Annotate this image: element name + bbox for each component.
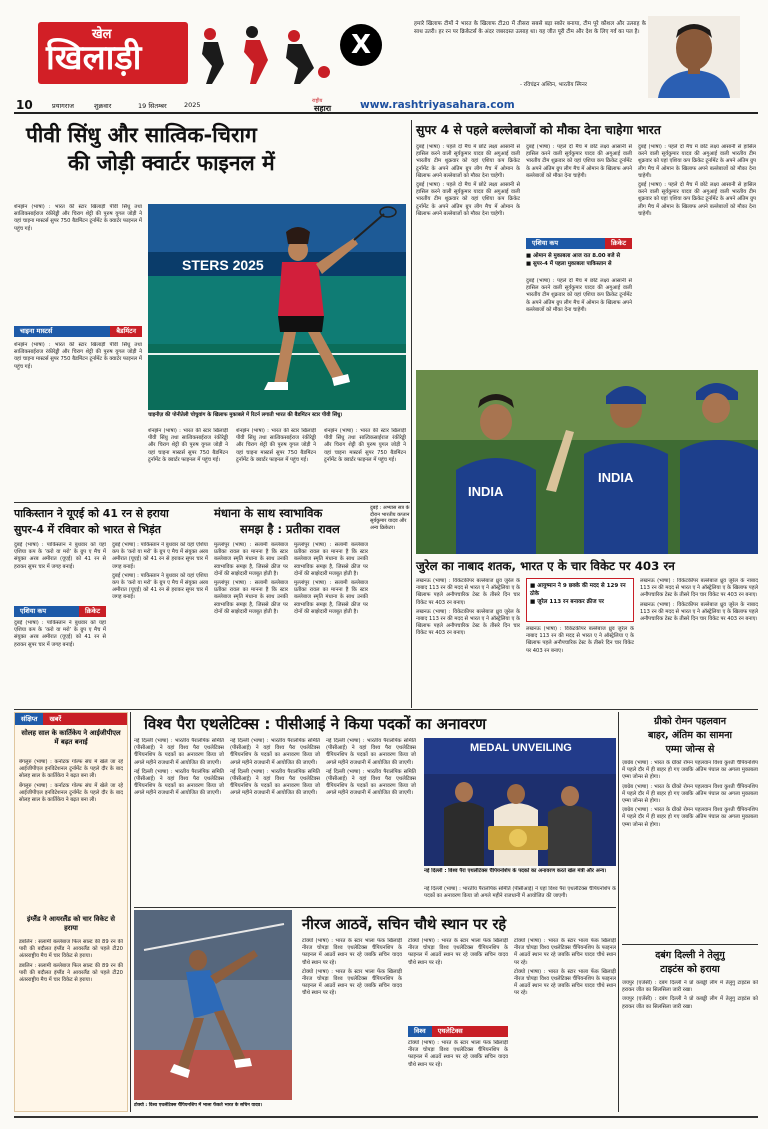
sindhu-intro: शेनझेन (भाषा) : भारत की स्टार खिलाड़ी पीवी सिंधु तथा सात्विकसाईराज रंकीरेड्डी और चिराग शेट्टी की पुरुष युगल जोड़ी ने यहां चाइना मास्टर्स सुपर 750 बैडमिंटन टूर्नामेंट के क्वार्टर फाइनल में पहुंच गई। bbox=[14, 204, 142, 232]
super4-headline: सुपर 4 से पहले बल्लेबाजों को मौका देना चाहेगा भारत bbox=[416, 123, 661, 137]
dabang-headline-1: दबंग दिल्ली ने तेलुगु bbox=[655, 950, 725, 961]
medal-unveil-title: MEDAL UNVEILING bbox=[470, 742, 572, 754]
rule-vertical-main bbox=[411, 120, 412, 708]
para-col-2 bbox=[230, 738, 320, 908]
rule-horizontal-3 bbox=[134, 907, 616, 908]
dabang-para-2: जयपुर (एजेंसी) : दबंग दिल्ली ने प्रो कबड्डी लीग में तेलुगु टाइटंस को हराकर जीत का सिलसिला जारी रखा। bbox=[622, 996, 758, 1010]
rule-horizontal-1 bbox=[14, 502, 410, 503]
super4-para-3: दुबई (भाषा) : पहले दो मैच में छोटे लक्ष्य आसानी से हासिल करने वाली सूर्यकुमार यादव की अगुआई वाली भारतीय टीम शुक्रवार को यहां एशिया कप क्रिकेट टूर्नामेंट के अपने अंतिम ग्रुप लीग मैच में ओमान के खिलाफ अपने बल्लेबाजों को मौका देना चाहेगी। bbox=[638, 144, 756, 179]
pak-headline-2: सुपर-4 में रविवार को भारत से भिड़ंत bbox=[14, 523, 161, 536]
neeraj-photo bbox=[134, 910, 292, 1100]
bullet-1: ■ ओमान से मुकाबला आज रात 8.00 बजे से bbox=[526, 253, 620, 259]
tag-asia-cup: एशिया कप bbox=[526, 238, 605, 249]
brand-small: खेल bbox=[92, 27, 112, 42]
story-mandhana bbox=[214, 504, 410, 708]
x-logo-icon: X bbox=[340, 24, 382, 66]
mandhana-headline-1: मंधाना के साथ स्वाभाविक bbox=[214, 506, 323, 520]
masthead bbox=[0, 0, 768, 98]
jurel-para-3b: लखनऊ (भाषा) : विकेटकीपर बल्लेबाज ध्रुव जुरेल के नाबाद 113 रन की मदद से भारत ए ने ऑस्ट्रेलिया ए के खिलाफ पहले अनौपचारिक टेस्ट के तीसरे दिन चार विकेट पर 403 रन बनाए। bbox=[640, 601, 758, 623]
ashwin-portrait bbox=[648, 16, 740, 98]
story-jurel bbox=[416, 556, 758, 708]
story-super4 bbox=[416, 118, 756, 368]
mandhana-para-1: मुल्लांपुर (भाषा) : सलामी बल्लेबाज प्रतीका रावल का मानना है कि स्टार बल्लेबाज स्मृति मंधाना के साथ उनकी स्वाभाविक समझ है, जिससे क्रीज पर दोनों की साझेदारी मजबूत होती है। bbox=[214, 542, 288, 577]
sindhu-col-1 bbox=[14, 342, 142, 502]
jurel-para-3: लखनऊ (भाषा) : विकेटकीपर बल्लेबाज ध्रुव जुरेल के नाबाद 113 रन की मदद से भारत ए ने ऑस्ट्रेलिया ए के खिलाफ पहले अनौपचारिक टेस्ट के तीसरे दिन चार विकेट पर 403 रन बनाए। bbox=[640, 578, 758, 599]
jurel-para-1b: लखनऊ (भाषा) : विकेटकीपर बल्लेबाज ध्रुव जुरेल के नाबाद 113 रन की मदद से भारत ए ने ऑस्ट्रेलिया ए के खिलाफ पहले अनौपचारिक टेस्ट के तीसरे दिन चार विकेट पर 403 रन बनाए। bbox=[416, 608, 520, 637]
medal-unveil-photo bbox=[424, 738, 616, 866]
neeraj-col-2 bbox=[408, 938, 508, 1022]
wrestling-headline-3: एम्मा जोन्स से bbox=[665, 744, 715, 755]
para-col-1 bbox=[134, 738, 224, 908]
story-neeraj bbox=[134, 910, 616, 1112]
super4-para-3b: दुबई (भाषा) : पहले दो मैच में छोटे लक्ष्य आसानी से हासिल करने वाली सूर्यकुमार यादव की अगुआई वाली भारतीय टीम शुक्रवार को यहां एशिया कप क्रिकेट टूर्नामेंट के अपने अंतिम ग्रुप लीग मैच में ओमान के खिलाफ अपने बल्लेबाजों को मौका देना चाहेगी। bbox=[638, 182, 756, 217]
jurel-bullets bbox=[526, 578, 634, 622]
neeraj-caption: टोक्यो : विश्व एथलेटिक्स चैंपियनशिप में भाला फेंकते भारत के सचिन यादव। bbox=[134, 1103, 262, 1108]
quote-attribution: - रविचंद्रन अश्विन, भारतीय स्पिनर bbox=[520, 82, 587, 88]
super4-col-3 bbox=[638, 144, 756, 368]
sports-silhouettes bbox=[190, 24, 335, 86]
tag-athletics: एथलेटिक्स bbox=[432, 1026, 508, 1037]
neeraj-para-3: टोक्यो (भाषा) : भारत के स्टार भाला फेंक खिलाड़ी नीरज चोपड़ा विश्व एथलेटिक्स चैंपियनशिप के फाइनल में आठवें स्थान पर रहे जबकि सचिन यादव चौथे स्थान पर रहे। bbox=[514, 938, 616, 966]
wrestling-headline-1: ग्रीको रोमन पहलवान bbox=[653, 716, 727, 727]
wrestling-body bbox=[622, 760, 758, 944]
para-caption: नई दिल्ली : विश्व पैरा एथलेटिक्स चैंपियनशिप के पदकों का अनावरण करते खेल मंत्री और अन्य। bbox=[424, 868, 607, 874]
para-para-3: नई दिल्ली (भाषा) : भारतीय पैरालंपिक समिति (पीसीआई) ने यहां विश्व पैरा एथलेटिक्स चैंपियनशिप के पदकों का अनावरण किया जो अगले महीने राजधानी में आयोजित की जाएगी। bbox=[326, 738, 416, 766]
para-col-4 bbox=[424, 886, 616, 908]
bullet-2: ■ सुपर-4 में पहला मुकाबला पाकिस्तान से bbox=[526, 261, 612, 267]
tag-asia-cup-2: एशिया कप bbox=[14, 606, 79, 617]
sindhu-col-3 bbox=[236, 428, 316, 502]
sindhu-para-3: शेनझेन (भाषा) : भारत की स्टार खिलाड़ी पीवी सिंधु तथा सात्विकसाईराज रंकीरेड्डी और चिराग शेट्टी की पुरुष युगल जोड़ी ने यहां चाइना मास्टर्स सुपर 750 बैडमिंटन टूर्नामेंट के क्वार्टर फाइनल में पहुंच गई। bbox=[236, 428, 316, 463]
jurel-bullet-1: ■ आयुष्मान ने 9 छक्के की मदद से 129 रन ठोके bbox=[530, 583, 626, 597]
super4-tag bbox=[526, 238, 632, 249]
para-para-1: नई दिल्ली (भाषा) : भारतीय पैरालंपिक समिति (पीसीआई) ने यहां विश्व पैरा एथलेटिक्स चैंपियनशिप के पदकों का अनावरण किया जो अगले महीने राजधानी में आयोजित की जाएगी। bbox=[134, 738, 224, 766]
tag-cricket: क्रिकेट bbox=[605, 238, 632, 249]
para-para-1b: नई दिल्ली (भाषा) : भारतीय पैरालंपिक समिति (पीसीआई) ने यहां विश्व पैरा एथलेटिक्स चैंपियनशिप के पदकों का अनावरण किया जो अगले महीने राजधानी में आयोजित की जाएगी। bbox=[134, 768, 224, 797]
para-para-4: नई दिल्ली (भाषा) : भारतीय पैरालंपिक समिति (पीसीआई) ने यहां विश्व पैरा एथलेटिक्स चैंपियनशिप के पदकों का अनावरण किया जो अगले महीने राजधानी में आयोजित की जाएगी। bbox=[424, 886, 616, 900]
para-para-3b: नई दिल्ली (भाषा) : भारतीय पैरालंपिक समिति (पीसीआई) ने यहां विश्व पैरा एथलेटिक्स चैंपियनशिप के पदकों का अनावरण किया जो अगले महीने राजधानी में आयोजित की जाएगी। bbox=[326, 768, 416, 797]
pak-col-1b bbox=[14, 620, 106, 708]
wrestling-para-3: ज़ाग्रेब (भाषा) : भारत के ग्रीको रोमन पहलवान विश्व कुश्ती चैंपियनशिप में पहले दौर में ही बाहर हो गए जबकि अंतिम पंघाल का अगला मुकाबला एम्मा जोन्स से होगा। bbox=[622, 807, 758, 828]
neeraj-tag bbox=[408, 1026, 508, 1037]
pak-para-1: दुबई (भाषा) : पाकिस्तान ने बुधवार को यहां एशिया कप के ‘करो या मरो’ के ग्रुप ए मैच में संयुक्त अरब अमीरात (यूएई) को 41 रन से हराकर सुपर चार में जगह बनाई। bbox=[14, 542, 106, 570]
para-headline: विश्व पैरा एथलेटिक्स : पीसीआई ने किया पदकों का अनावरण bbox=[144, 715, 487, 733]
brief-body-1 bbox=[19, 759, 123, 909]
page-number: 10 bbox=[16, 98, 33, 112]
brief-news bbox=[14, 712, 128, 1112]
svg-text:INDIA: INDIA bbox=[468, 484, 504, 499]
svg-text:STERS 2025: STERS 2025 bbox=[182, 257, 264, 273]
dabang-body bbox=[622, 980, 758, 1112]
pak-tag bbox=[14, 606, 106, 617]
neeraj-col-2b bbox=[408, 1040, 508, 1112]
website-url[interactable]: www.rashtriyasahara.com bbox=[360, 99, 515, 111]
pak-headline-1: पाकिस्तान ने यूएई को 41 रन से हराया bbox=[14, 507, 169, 520]
brief-para-2b: डबलिन : सलामी बल्लेबाज फिल साल्ट की 89 रन की पारी की बदौलत इंग्लैंड ने आयरलैंड को पहले टी20 अंतरराष्ट्रीय मैच में चार विकेट से हराया। bbox=[19, 962, 123, 984]
rule-vertical-right bbox=[618, 712, 619, 1112]
super4-col-1 bbox=[416, 144, 520, 368]
story-sindhu bbox=[14, 118, 406, 502]
neeraj-headline: नीरज आठवें, सचिन चौथे स्थान पर रहे bbox=[302, 916, 507, 933]
jurel-col-2 bbox=[526, 626, 634, 708]
neeraj-para-2: टोक्यो (भाषा) : भारत के स्टार भाला फेंक खिलाड़ी नीरज चोपड़ा विश्व एथलेटिक्स चैंपियनशिप के फाइनल में आठवें स्थान पर रहे जबकि सचिन यादव चौथे स्थान पर रहे। bbox=[408, 938, 508, 966]
cricket-side-caption: दुबई : अभ्यास सत्र के दौरान भारतीय कप्तान सूर्यकुमार यादव और अन्य क्रिकेटर। bbox=[370, 505, 410, 531]
brief-para-2: डबलिन : सलामी बल्लेबाज फिल साल्ट की 89 रन की पारी की बदौलत इंग्लैंड ने आयरलैंड को पहले टी20 अंतरराष्ट्रीय मैच में चार विकेट से हराया। bbox=[19, 939, 123, 960]
super4-para-1: दुबई (भाषा) : पहले दो मैच में छोटे लक्ष्य आसानी से हासिल करने वाली सूर्यकुमार यादव की अगुआई वाली भारतीय टीम शुक्रवार को यहां एशिया कप क्रिकेट टूर्नामेंट के अपने अंतिम ग्रुप लीग मैच में ओमान के खिलाफ अपने बल्लेबाजों को मौका देना चाहेगी। bbox=[416, 144, 520, 179]
super4-para-1b: दुबई (भाषा) : पहले दो मैच में छोटे लक्ष्य आसानी से हासिल करने वाली सूर्यकुमार यादव की अगुआई वाली भारतीय टीम शुक्रवार को यहां एशिया कप क्रिकेट टूर्नामेंट के अपने अंतिम ग्रुप लीग मैच में ओमान के खिलाफ अपने बल्लेबाजों को मौका देना चाहेगी। bbox=[416, 182, 520, 217]
neeraj-para-3b: टोक्यो (भाषा) : भारत के स्टार भाला फेंक खिलाड़ी नीरज चोपड़ा विश्व एथलेटिक्स चैंपियनशिप के फाइनल में आठवें स्थान पर रहे जबकि सचिन यादव चौथे स्थान पर रहे। bbox=[514, 968, 616, 997]
sindhu-para-4: शेनझेन (भाषा) : भारत की स्टार खिलाड़ी पीवी सिंधु तथा सात्विकसाईराज रंकीरेड्डी और चिराग शेट्टी की पुरुष युगल जोड़ी ने यहां चाइना मास्टर्स सुपर 750 बैडमिंटन टूर्नामेंट के क्वार्टर फाइनल में पहुंच गई। bbox=[324, 428, 406, 463]
jurel-bullet-2: ■ जुरेल 113 रन बनाकर क्रीज पर bbox=[530, 599, 604, 605]
sindhu-caption: चाइनीज़ की पोनीतेली चोचुवांग के खिलाफ मुकाबले में रिटर्न लगाती भारत की बैडमिंटन स्टार पीवी सिंधु। bbox=[148, 412, 343, 418]
rule-horizontal-2 bbox=[14, 709, 758, 710]
quote-text: हमारे खिलाफ टीमों ने भारत के खिलाफ टी20 में तीसरा सबसे बड़ा स्कोर बनाया, टीम पूरे कौशल और उत्साह के साथ उतरी। हर रन पर क्रिकेटर्स के अंदर जबरदस्त उत्साह था। यह जीत पूरी टीम और देश के लिए गर्व का पल है। bbox=[414, 21, 646, 35]
rule-bottom bbox=[14, 1116, 758, 1118]
brand-block bbox=[38, 22, 188, 84]
day: शुक्रवार bbox=[94, 102, 112, 110]
jurel-para-1: लखनऊ (भाषा) : विकेटकीपर बल्लेबाज ध्रुव जुरेल के नाबाद 113 रन की मदद से भारत ए ने ऑस्ट्रेलिया ए के खिलाफ पहले अनौपचारिक टेस्ट के तीसरे दिन चार विकेट पर 403 रन बनाए। bbox=[416, 578, 520, 606]
story-pakistan bbox=[14, 504, 208, 708]
dabang-para-1: जयपुर (एजेंसी) : दबंग दिल्ली ने प्रो कबड्डी लीग में तेलुगु टाइटंस को हराकर जीत का सिलसिला जारी रखा। bbox=[622, 980, 758, 994]
para-para-2b: नई दिल्ली (भाषा) : भारतीय पैरालंपिक समिति (पीसीआई) ने यहां विश्व पैरा एथलेटिक्स चैंपियनशिप के पदकों का अनावरण किया जो अगले महीने राजधानी में आयोजित की जाएगी। bbox=[230, 768, 320, 797]
neeraj-col-1 bbox=[302, 938, 402, 1112]
date: 19 सितम्बर bbox=[138, 102, 167, 110]
story-wrestling bbox=[622, 712, 758, 944]
sindhu-tag bbox=[14, 326, 142, 337]
brief-para-1: बेंगलुरु (भाषा) : कर्नाटक गोल्फ संघ में खेले जा रहे आईजीपीएल इनविटेशनल टूर्नामेंट के पहले दौर के बाद सोलह साल के कार्तिकेय ने बढ़त बना ली। bbox=[19, 759, 123, 780]
jurel-bullet-2-text: जुरेल 113 रन बनाकर क्रीज पर bbox=[537, 599, 604, 605]
bullet-2-text: सुपर-4 में पहला मुकाबला पाकिस्तान से bbox=[532, 261, 612, 267]
para-para-2: नई दिल्ली (भाषा) : भारतीय पैरालंपिक समिति (पीसीआई) ने यहां विश्व पैरा एथलेटिक्स चैंपियनशिप के पदकों का अनावरण किया जो अगले महीने राजधानी में आयोजित की जाएगी। bbox=[230, 738, 320, 766]
brief-label-left: संक्षिप्त bbox=[15, 713, 43, 725]
rule-horizontal-4 bbox=[622, 944, 758, 945]
mandhana-para-1b: मुल्लांपुर (भाषा) : सलामी बल्लेबाज प्रतीका रावल का मानना है कि स्टार बल्लेबाज स्मृति मंधाना के साथ उनकी स्वाभाविक समझ है, जिससे क्रीज पर दोनों की साझेदारी मजबूत होती है। bbox=[214, 580, 288, 615]
jurel-col-1 bbox=[416, 578, 520, 708]
year: 2025 bbox=[184, 101, 201, 109]
para-col-3 bbox=[326, 738, 416, 908]
rule-vertical-left bbox=[130, 712, 131, 1112]
cricket-practice-photo bbox=[416, 370, 758, 554]
sindhu-headline-2: की जोड़ी क्वार्टर फाइनल में bbox=[68, 151, 275, 175]
neeraj-para-2b: टोक्यो (भाषा) : भारत के स्टार भाला फेंक खिलाड़ी नीरज चोपड़ा विश्व एथलेटिक्स चैंपियनशिप के फाइनल में आठवें स्थान पर रहे जबकि सचिन यादव चौथे स्थान पर रहे। bbox=[408, 1040, 508, 1068]
mandhana-para-2: मुल्लांपुर (भाषा) : सलामी बल्लेबाज प्रतीका रावल का मानना है कि स्टार बल्लेबाज स्मृति मंधाना के साथ उनकी स्वाभाविक समझ है, जिससे क्रीज पर दोनों की साझेदारी मजबूत होती है। bbox=[294, 542, 368, 577]
sindhu-para-2: शेनझेन (भाषा) : भारत की स्टार खिलाड़ी पीवी सिंधु तथा सात्विकसाईराज रंकीरेड्डी और चिराग शेट्टी की पुरुष युगल जोड़ी ने यहां चाइना मास्टर्स सुपर 750 बैडमिंटन टूर्नामेंट के क्वार्टर फाइनल में पहुंच गई। bbox=[148, 428, 228, 463]
brief-label-right: खबरें bbox=[43, 713, 127, 725]
sindhu-headline-1: पीवी सिंधु और सात्विक-चिराग bbox=[26, 123, 257, 147]
sindhu-para: शेनझेन (भाषा) : भारत की स्टार खिलाड़ी पीवी सिंधु तथा सात्विकसाईराज रंकीरेड्डी और चिराग शेट्टी की पुरुष युगल जोड़ी ने यहां चाइना मास्टर्स सुपर 750 बैडमिंटन टूर्नामेंट के क्वार्टर फाइनल में पहुंच गई। bbox=[14, 342, 142, 370]
pak-para-2: दुबई (भाषा) : पाकिस्तान ने बुधवार को यहां एशिया कप के ‘करो या मरो’ के ग्रुप ए मैच में संयुक्त अरब अमीरात (यूएई) को 41 रन से हराकर सुपर चार में जगह बनाई। bbox=[112, 542, 208, 570]
super4-bullets bbox=[526, 252, 632, 268]
super4-col-2 bbox=[526, 144, 632, 236]
wrestling-headline-2: बाहर, अंतिम का सामना bbox=[647, 730, 733, 741]
brief-headline-2: इंग्लैंड ने आयरलैंड को चार विकेट से हराया bbox=[27, 915, 115, 932]
mandhana-col-2 bbox=[294, 542, 368, 708]
mandhana-col-1 bbox=[214, 542, 288, 708]
super4-col-2b bbox=[526, 278, 632, 368]
neeraj-para-1b: टोक्यो (भाषा) : भारत के स्टार भाला फेंक खिलाड़ी नीरज चोपड़ा विश्व एथलेटिक्स चैंपियनशिप के फाइनल में आठवें स्थान पर रहे जबकि सचिन यादव चौथे स्थान पर रहे। bbox=[302, 968, 402, 997]
dabang-headline-2: टाइटंस को हराया bbox=[660, 964, 720, 975]
brief-headline-1: सोलह साल के कार्तिकेय ने आईजीपीएल में बढ़त बनाई bbox=[21, 729, 121, 746]
super4-para-2b: दुबई (भाषा) : पहले दो मैच में छोटे लक्ष्य आसानी से हासिल करने वाली सूर्यकुमार यादव की अगुआई वाली भारतीय टीम शुक्रवार को यहां एशिया कप क्रिकेट टूर्नामेंट के अपने अंतिम ग्रुप लीग मैच में ओमान के खिलाफ अपने बल्लेबाजों को मौका देना चाहेगी। bbox=[526, 278, 632, 313]
brief-body-2 bbox=[19, 939, 123, 1109]
pak-para-1b: दुबई (भाषा) : पाकिस्तान ने बुधवार को यहां एशिया कप के ‘करो या मरो’ के ग्रुप ए मैच में संयुक्त अरब अमीरात (यूएई) को 41 रन से हराकर सुपर चार में जगह बनाई। bbox=[14, 620, 106, 648]
wrestling-para-2: ज़ाग्रेब (भाषा) : भारत के ग्रीको रोमन पहलवान विश्व कुश्ती चैंपियनशिप में पहले दौर में ही बाहर हो गए जबकि अंतिम पंघाल का अगला मुकाबला एम्मा जोन्स से होगा। bbox=[622, 783, 758, 805]
wrestling-para-1: ज़ाग्रेब (भाषा) : भारत के ग्रीको रोमन पहलवान विश्व कुश्ती चैंपियनशिप में पहले दौर में ही बाहर हो गए जबकि अंतिम पंघाल का अगला मुकाबला एम्मा जोन्स से होगा। bbox=[622, 760, 758, 781]
paper-name-small: राष्ट्रीय bbox=[312, 98, 323, 104]
jurel-para-2: लखनऊ (भाषा) : विकेटकीपर बल्लेबाज ध्रुव जुरेल के नाबाद 113 रन की मदद से भारत ए ने ऑस्ट्रेलिया ए के खिलाफ पहले अनौपचारिक टेस्ट के तीसरे दिन चार विकेट पर 403 रन बनाए। bbox=[526, 626, 634, 654]
date-strip bbox=[14, 98, 758, 114]
pak-col-1 bbox=[14, 542, 106, 604]
brief-para-1b: बेंगलुरु (भाषा) : कर्नाटक गोल्फ संघ में खेले जा रहे आईजीपीएल इनविटेशनल टूर्नामेंट के पहले दौर के बाद सोलह साल के कार्तिकेय ने बढ़त बना ली। bbox=[19, 782, 123, 804]
tag-cricket-2: क्रिकेट bbox=[79, 606, 106, 617]
story-para-athletics bbox=[134, 712, 616, 908]
neeraj-col-3 bbox=[514, 938, 616, 1112]
jurel-headline: जुरेल का नाबाद शतक, भारत ए के चार विकेट पर 403 रन bbox=[416, 559, 675, 573]
paper-name: सहारा bbox=[314, 104, 332, 113]
svg-text:INDIA: INDIA bbox=[598, 470, 634, 485]
pak-col-2 bbox=[112, 542, 208, 708]
tag-world: विश्व bbox=[408, 1026, 432, 1037]
story-dabang bbox=[622, 946, 758, 1112]
jurel-bullet-1-text: आयुष्मान ने 9 छक्के की मदद से 129 रन ठोके bbox=[530, 583, 626, 597]
pak-para-2b: दुबई (भाषा) : पाकिस्तान ने बुधवार को यहां एशिया कप के ‘करो या मरो’ के ग्रुप ए मैच में संयुक्त अरब अमीरात (यूएई) को 41 रन से हराकर सुपर चार में जगह बनाई। bbox=[112, 572, 208, 601]
bullet-1-text: ओमान से मुकाबला आज रात 8.00 बजे से bbox=[532, 253, 620, 259]
mandhana-para-2b: मुल्लांपुर (भाषा) : सलामी बल्लेबाज प्रतीका रावल का मानना है कि स्टार बल्लेबाज स्मृति मंधाना के साथ उनकी स्वाभाविक समझ है, जिससे क्रीज पर दोनों की साझेदारी मजबूत होती है। bbox=[294, 580, 368, 615]
super4-para-2: दुबई (भाषा) : पहले दो मैच में छोटे लक्ष्य आसानी से हासिल करने वाली सूर्यकुमार यादव की अगुआई वाली भारतीय टीम शुक्रवार को यहां एशिया कप क्रिकेट टूर्नामेंट के अपने अंतिम ग्रुप लीग मैच में ओमान के खिलाफ अपने बल्लेबाजों को मौका देना चाहेगी। bbox=[526, 144, 632, 179]
jurel-col-3 bbox=[640, 578, 758, 708]
sindhu-photo bbox=[148, 204, 406, 410]
sindhu-col-4 bbox=[324, 428, 406, 502]
mandhana-headline-2: समझ है : प्रतीका रावल bbox=[240, 522, 340, 536]
city: प्रयागराज bbox=[52, 102, 74, 110]
tag-china-masters: चाइना मास्टर्स bbox=[14, 326, 110, 337]
brief-tag bbox=[15, 713, 127, 725]
sindhu-col-2 bbox=[148, 428, 228, 502]
tag-badminton: बैडमिंटन bbox=[110, 326, 142, 337]
brand-big: खिलाड़ी bbox=[46, 38, 142, 78]
neeraj-para-1: टोक्यो (भाषा) : भारत के स्टार भाला फेंक खिलाड़ी नीरज चोपड़ा विश्व एथलेटिक्स चैंपियनशिप के फाइनल में आठवें स्थान पर रहे जबकि सचिन यादव चौथे स्थान पर रहे। bbox=[302, 938, 402, 966]
